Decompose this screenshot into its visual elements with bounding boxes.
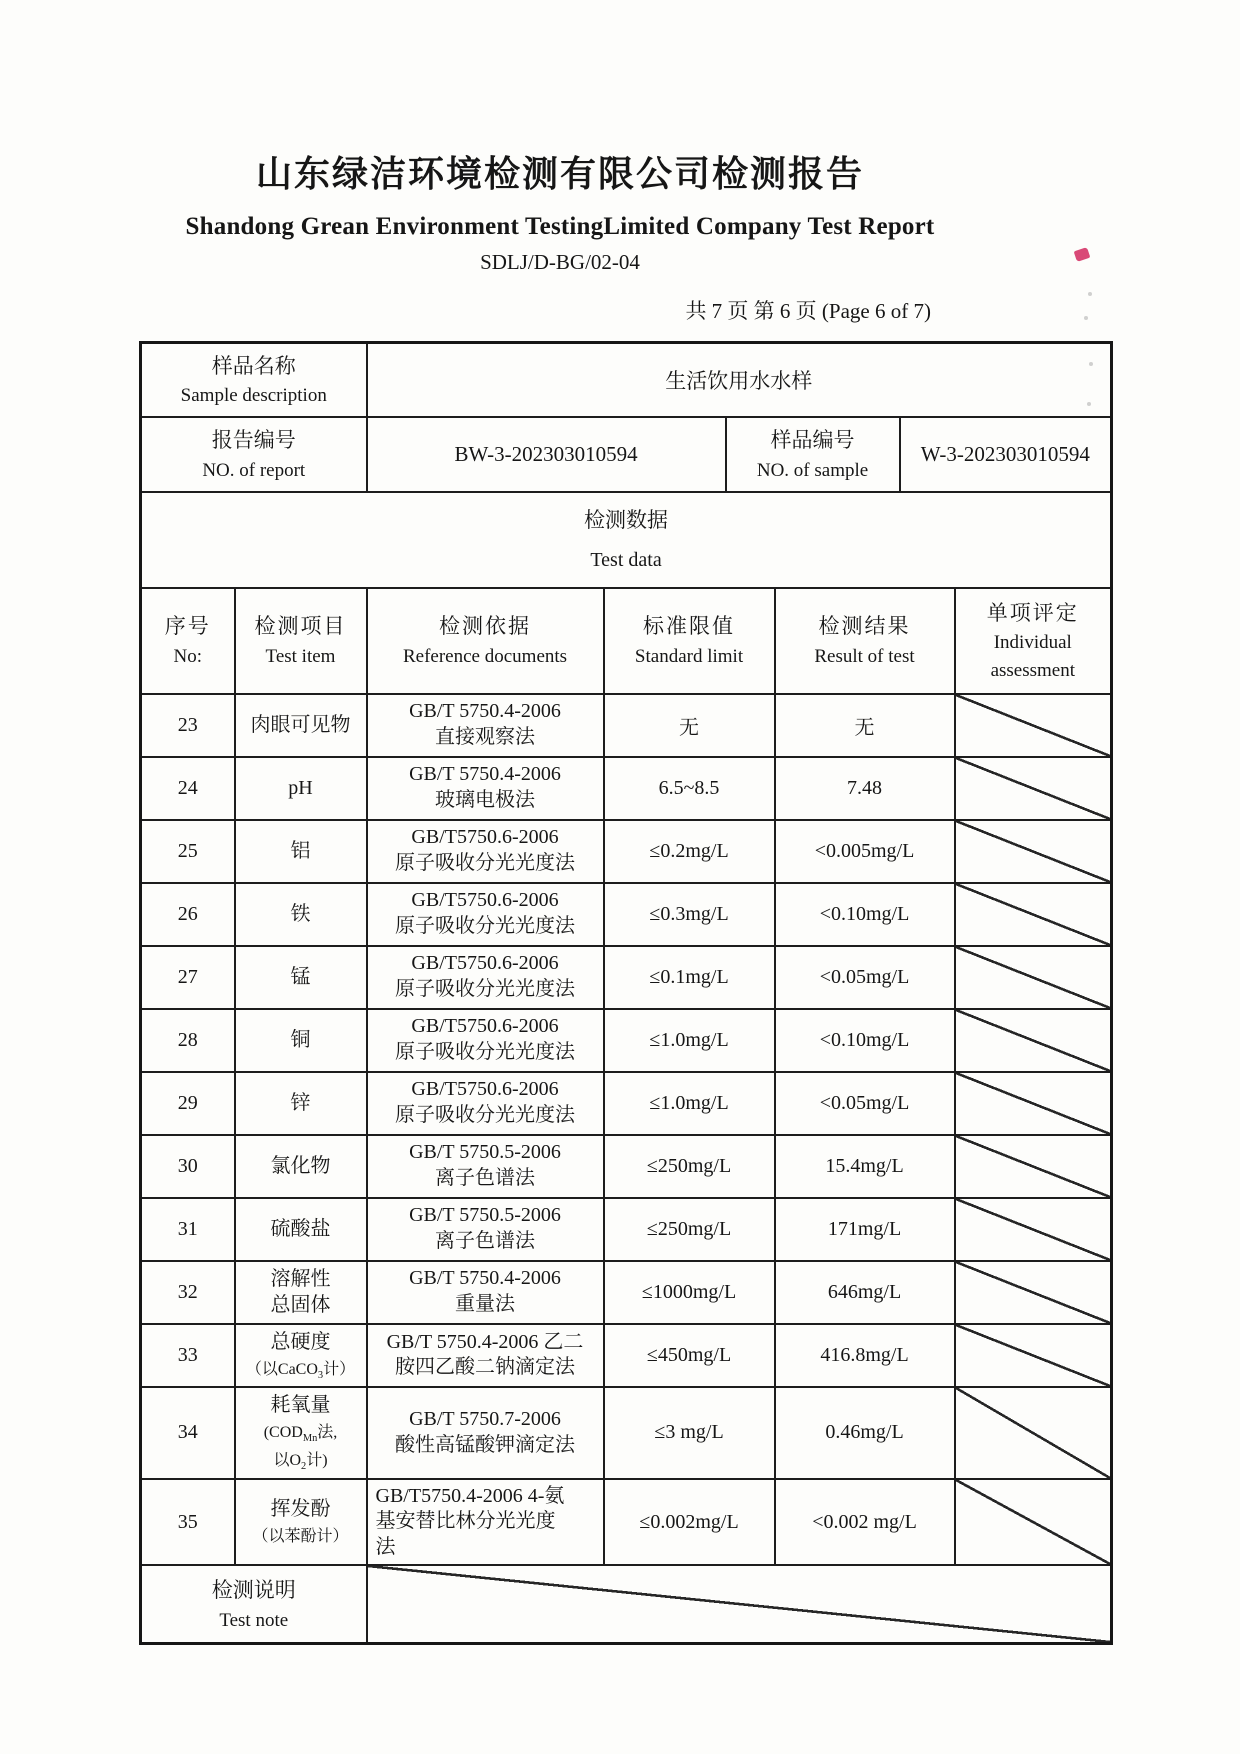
reference: GB/T 5750.5-2006 离子色谱法 — [367, 1135, 604, 1198]
result: <0.005mg/L — [775, 820, 955, 883]
row-no: 29 — [141, 1072, 235, 1135]
table-row — [141, 1479, 1112, 1566]
row-no: 27 — [141, 946, 235, 1009]
row-no: 31 — [141, 1198, 235, 1261]
row-no: 25 — [141, 820, 235, 883]
table-row — [141, 1198, 1112, 1261]
col-header-assessment: 单项评定 Individual assessment — [955, 588, 1112, 694]
data-rows — [141, 694, 1112, 1566]
standard-limit: ≤450mg/L — [604, 1324, 775, 1388]
test-item: 氯化物 — [235, 1135, 367, 1198]
table-row — [141, 1324, 1112, 1388]
table-row — [141, 1135, 1112, 1198]
col-header-reference: 检测依据 Reference documents — [367, 588, 604, 694]
reference: GB/T 5750.4-2006 直接观察法 — [367, 694, 604, 757]
result: 无 — [775, 694, 955, 757]
report-no-value: BW-3-202303010594 — [367, 417, 726, 492]
test-item: 锰 — [235, 946, 367, 1009]
scan-speck — [1088, 292, 1092, 296]
table-row — [141, 883, 1112, 946]
report-header — [140, 146, 980, 275]
result: <0.10mg/L — [775, 1009, 955, 1072]
row-no: 35 — [141, 1479, 235, 1566]
report-no-label-zh: 报告编号 — [211, 427, 296, 452]
standard-limit: ≤1.0mg/L — [604, 1009, 775, 1072]
assessment-slash — [955, 1009, 1112, 1072]
assessment-slash — [955, 1072, 1112, 1135]
table-row — [141, 946, 1112, 1009]
test-item: 铁 — [235, 883, 367, 946]
standard-limit: ≤250mg/L — [604, 1135, 775, 1198]
test-item: 肉眼可见物 — [235, 694, 367, 757]
doc-code: SDLJ/D-BG/02-04 — [480, 250, 640, 274]
sample-no-label-en: NO. of sample — [756, 459, 869, 481]
reference: GB/T5750.6-2006 原子吸收分光光度法 — [367, 1072, 604, 1135]
result: 7.48 — [775, 757, 955, 820]
table-row — [141, 1009, 1112, 1072]
assessment-slash — [955, 1387, 1112, 1478]
assessment-slash — [955, 1261, 1112, 1324]
reference: GB/T 5750.5-2006 离子色谱法 — [367, 1198, 604, 1261]
sample-no-label — [726, 417, 900, 492]
column-header-row — [141, 588, 1112, 694]
reference: GB/T5750.6-2006 原子吸收分光光度法 — [367, 820, 604, 883]
assessment-slash — [955, 820, 1112, 883]
col-header-test-item: 检测项目 Test item — [235, 588, 367, 694]
table-row — [141, 1072, 1112, 1135]
section-title-row — [141, 492, 1112, 588]
test-item: pH — [235, 757, 367, 820]
reference: GB/T 5750.4-2006 玻璃电极法 — [367, 757, 604, 820]
test-item: 耗氧量 ($COD_{Mn}$法, 以$O_2$计) — [235, 1387, 367, 1478]
reference: GB/T5750.6-2006 原子吸收分光光度法 — [367, 1009, 604, 1072]
report-no-label — [141, 417, 367, 492]
test-note-empty-slash — [367, 1565, 1112, 1643]
standard-limit: ≤0.1mg/L — [604, 946, 775, 1009]
row-no: 34 — [141, 1387, 235, 1478]
assessment-slash — [955, 946, 1112, 1009]
report-title-zh: 山东绿洁环境检测有限公司检测报告 — [255, 154, 864, 194]
reference: GB/T 5750.7-2006 酸性高锰酸钾滴定法 — [367, 1387, 604, 1478]
table-row — [141, 694, 1112, 757]
standard-limit: 6.5~8.5 — [604, 757, 775, 820]
test-note-label-en: Test note — [219, 1609, 289, 1631]
scan-speck — [1087, 402, 1091, 406]
col-header-result: 检测结果 Result of test — [775, 588, 955, 694]
test-note-label-zh: 检测说明 — [211, 1578, 296, 1603]
test-report-table — [139, 341, 1113, 1645]
sample-no-value: W-3-202303010594 — [900, 417, 1112, 492]
test-item: 锌 — [235, 1072, 367, 1135]
scan-speck — [1084, 316, 1088, 320]
row-no: 26 — [141, 883, 235, 946]
reference: GB/T5750.6-2006 原子吸收分光光度法 — [367, 946, 604, 1009]
assessment-slash — [955, 883, 1112, 946]
report-no-label-en: NO. of report — [202, 459, 306, 481]
standard-limit: ≤0.2mg/L — [604, 820, 775, 883]
test-item: 总硬度 （以CaCO$_3$计） — [235, 1324, 367, 1388]
standard-limit: ≤250mg/L — [604, 1198, 775, 1261]
reference: GB/T 5750.4-2006 重量法 — [367, 1261, 604, 1324]
test-item: 硫酸盐 — [235, 1198, 367, 1261]
result: <0.002 mg/L — [775, 1479, 955, 1566]
assessment-slash — [955, 1324, 1112, 1388]
table-row — [141, 1261, 1112, 1324]
result: <0.10mg/L — [775, 883, 955, 946]
row-no: 24 — [141, 757, 235, 820]
row-no: 28 — [141, 1009, 235, 1072]
result: 171mg/L — [775, 1198, 955, 1261]
report-no-row — [141, 417, 1112, 492]
test-item: 铜 — [235, 1009, 367, 1072]
test-item: 铝 — [235, 820, 367, 883]
sample-name-label-en: Sample description — [180, 385, 327, 407]
assessment-slash — [955, 1198, 1112, 1261]
table-row — [141, 757, 1112, 820]
sample-no-label-zh: 样品编号 — [770, 427, 855, 452]
report-title-en: Shandong Grean Environment TestingLimited Company Test Report — [185, 213, 935, 240]
section-title-en: Test data — [590, 549, 662, 572]
assessment-slash — [955, 757, 1112, 820]
reference: GB/T5750.4-2006 4-氨 基安替比林分光光度 法 — [367, 1479, 604, 1566]
standard-limit: ≤3 mg/L — [604, 1387, 775, 1478]
scan-speck — [1089, 362, 1093, 366]
red-ink-speck — [1074, 247, 1091, 262]
row-no: 32 — [141, 1261, 235, 1324]
result: 646mg/L — [775, 1261, 955, 1324]
test-item: 挥发酚 （以苯酚计） — [235, 1479, 367, 1566]
test-item: 溶解性 总固体 — [235, 1261, 367, 1324]
col-header-no: 序号 No: — [141, 588, 235, 694]
standard-limit: ≤1.0mg/L — [604, 1072, 775, 1135]
sample-name-label-zh: 样品名称 — [211, 353, 296, 378]
result: 0.46mg/L — [775, 1387, 955, 1478]
reference: GB/T 5750.4-2006 乙二 胺四乙酸二钠滴定法 — [367, 1324, 604, 1388]
standard-limit: ≤0.002mg/L — [604, 1479, 775, 1566]
result: 15.4mg/L — [775, 1135, 955, 1198]
assessment-slash — [955, 1479, 1112, 1566]
row-no: 23 — [141, 694, 235, 757]
sample-name-row — [141, 343, 1112, 417]
sample-name-label — [141, 343, 367, 417]
standard-limit: ≤1000mg/L — [604, 1261, 775, 1324]
assessment-slash — [955, 1135, 1112, 1198]
table-row — [141, 820, 1112, 883]
assessment-slash — [955, 694, 1112, 757]
result: 416.8mg/L — [775, 1324, 955, 1388]
table-row — [141, 1387, 1112, 1478]
section-title-zh: 检测数据 — [584, 507, 669, 532]
test-note-row — [141, 1565, 1112, 1643]
standard-limit: ≤0.3mg/L — [604, 883, 775, 946]
page-number: 共 7 页 第 6 页 (Page 6 of 7) — [685, 299, 931, 323]
test-note-label — [141, 1565, 367, 1643]
result: <0.05mg/L — [775, 1072, 955, 1135]
result: <0.05mg/L — [775, 946, 955, 1009]
row-no: 30 — [141, 1135, 235, 1198]
row-no: 33 — [141, 1324, 235, 1388]
col-header-standard-limit: 标准限值 Standard limit — [604, 588, 775, 694]
standard-limit: 无 — [604, 694, 775, 757]
reference: GB/T5750.6-2006 原子吸收分光光度法 — [367, 883, 604, 946]
sample-name-value: 生活饮用水水样 — [367, 343, 1112, 417]
section-title — [141, 492, 1112, 588]
